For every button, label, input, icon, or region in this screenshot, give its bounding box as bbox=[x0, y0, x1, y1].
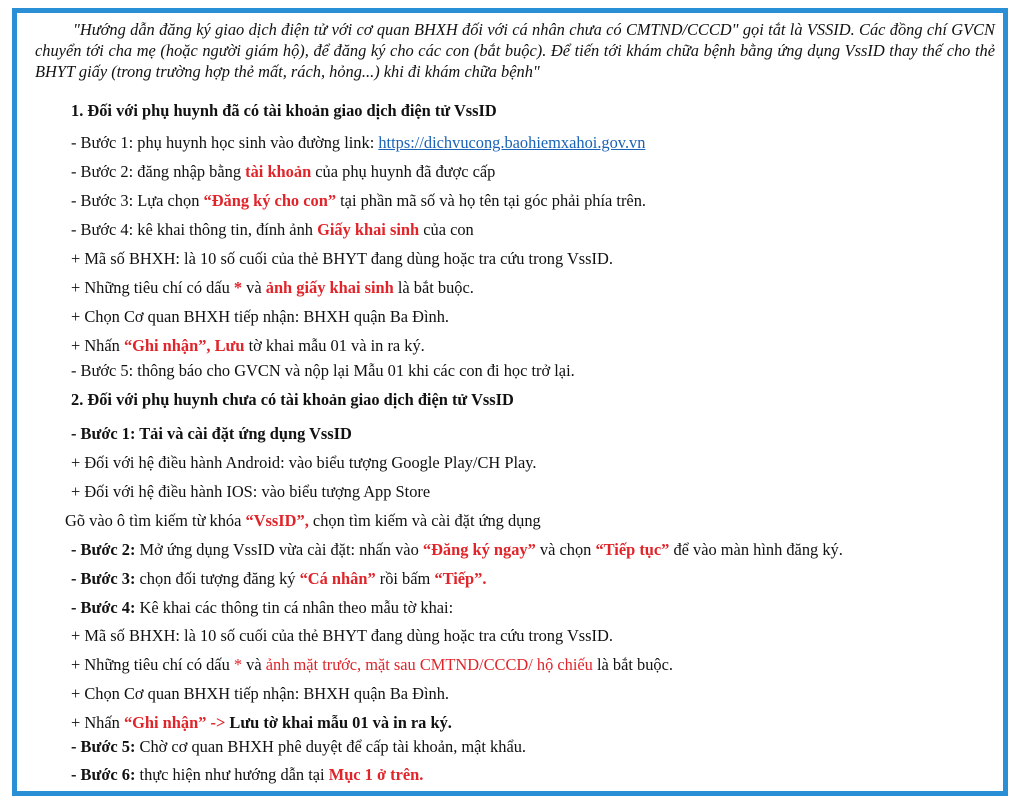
sec1-bullet-agency: + Chọn Cơ quan BHXH tiếp nhận: BHXH quận Ba Đình. bbox=[71, 307, 450, 326]
sec2-step-1: - Bước 1: Tải và cài đặt ứng dụng VssID bbox=[71, 424, 352, 443]
sec1-step-3-text: - Bước 3: Lựa chọn bbox=[71, 191, 204, 210]
step-2-label: - Bước 2: bbox=[71, 540, 136, 559]
sec1-step-5: - Bước 5: thông báo cho GVCN và nộp lại Mẫu 01 khi các con đi học trở lại. bbox=[71, 361, 575, 380]
step-2-text: Mở ứng dụng VssID vừa cài đặt: nhấn vào bbox=[135, 540, 423, 559]
sec2-ios: + Đối với hệ điều hành IOS: vào biểu tượng App Store bbox=[71, 482, 431, 501]
sec1-step-2-text-end: của phụ huynh đã được cấp bbox=[311, 162, 496, 181]
sec2-step-4 bbox=[71, 598, 453, 618]
id-photo-highlight: ảnh mặt trước, mặt sau CMTND/CCCD/ hộ chiếu bbox=[265, 655, 593, 674]
document-frame bbox=[12, 8, 1008, 796]
sec1-required-end: là bắt buộc. bbox=[393, 278, 474, 297]
sec1-bullet-required bbox=[71, 278, 474, 298]
sec2-step-3 bbox=[71, 569, 486, 589]
sec1-step-3 bbox=[71, 191, 646, 211]
step-3-press: rồi bấm bbox=[375, 569, 435, 588]
sec1-confirm-end: tờ khai mẫu 01 và in ra ký. bbox=[244, 336, 425, 355]
search-keyword-text: Gõ vào ô tìm kiếm từ khóa bbox=[65, 511, 246, 530]
intro-paragraph: "Hướng dẫn đăng ký giao dịch điện tử với cơ quan BHXH đối với cá nhân chưa có CMTND/CCCD" gọi tắt là VSSID. Các đồng chí GVCN chuyển tới cha mẹ (hoặc người giám hộ), để đăng ký cho các con (bắt buộc). Để tiến tới khám chữa bệnh bằng ứng dụng VssID thay thế cho thẻ BHYT giấy (trong trường hợp thẻ mất, rách, hỏng...) khi đi khám chữa bệnh" bbox=[35, 20, 995, 81]
register-now-highlight: “Đăng ký ngay” bbox=[422, 540, 536, 559]
sec2-bullet-required bbox=[71, 655, 673, 675]
next-highlight: “Tiếp”. bbox=[434, 569, 487, 588]
confirm-save-highlight: “Ghi nhận”, Lưu bbox=[123, 336, 245, 355]
step-2-and: và chọn bbox=[535, 540, 596, 559]
step-2-end: để vào màn hình đăng ký. bbox=[669, 540, 843, 559]
sec1-step-1 bbox=[71, 133, 645, 153]
bhxh-portal-link[interactable]: https://dichvucong.baohiemxahoi.gov.vn bbox=[378, 133, 646, 152]
sec2-bullet-agency: + Chọn Cơ quan BHXH tiếp nhận: BHXH quận Ba Đình. bbox=[71, 684, 450, 703]
save-print-text: Lưu tờ khai mẫu 01 và in ra ký. bbox=[225, 713, 452, 732]
sec2-required-end: là bắt buộc. bbox=[592, 655, 673, 674]
sec1-bullet-bhxh-code: + Mã số BHXH: là 10 số cuối của thẻ BHYT đang dùng hoặc tra cứu trong VssID. bbox=[71, 249, 613, 268]
sec1-step-4 bbox=[71, 220, 474, 240]
sec2-step-5 bbox=[71, 737, 526, 757]
confirm-arrow-highlight: “Ghi nhận” -> bbox=[123, 713, 226, 732]
sec2-search-keyword bbox=[65, 511, 541, 531]
individual-highlight: “Cá nhân” bbox=[299, 569, 376, 588]
sec1-step-2 bbox=[71, 162, 495, 182]
sec2-confirm-text: + Nhấn bbox=[71, 713, 124, 732]
sec1-required-and: và bbox=[242, 278, 266, 297]
sec2-bullet-bhxh-code: + Mã số BHXH: là 10 số cuối của thẻ BHYT đang dùng hoặc tra cứu trong VssID. bbox=[71, 626, 613, 645]
sec2-required-text: + Những tiêu chí có dấu bbox=[71, 655, 234, 674]
sec1-step-2-text: - Bước 2: đăng nhập bằng bbox=[71, 162, 246, 181]
step-5-label: - Bước 5: bbox=[71, 737, 136, 756]
account-highlight: tài khoản bbox=[245, 162, 312, 181]
sec1-step-3-text-end: tại phần mã số và họ tên tại góc phải phía trên. bbox=[336, 191, 646, 210]
continue-highlight: “Tiếp tục” bbox=[595, 540, 670, 559]
step-3-text: chọn đối tượng đăng ký bbox=[135, 569, 300, 588]
birth-certificate-photo-highlight: ảnh giấy khai sinh bbox=[265, 278, 394, 297]
sec1-confirm-text: + Nhấn bbox=[71, 336, 124, 355]
register-for-child-highlight: “Đăng ký cho con” bbox=[203, 191, 337, 210]
sec1-required-text: + Những tiêu chí có dấu bbox=[71, 278, 234, 297]
sec2-bullet-confirm bbox=[71, 713, 452, 733]
section-2-heading: 2. Đối với phụ huynh chưa có tài khoản giao dịch điện tử VssID bbox=[71, 390, 514, 409]
birth-certificate-highlight: Giấy khai sinh bbox=[317, 220, 420, 239]
sec1-bullet-confirm bbox=[71, 336, 425, 356]
sec1-step-4-text: - Bước 4: kê khai thông tin, đính ảnh bbox=[71, 220, 318, 239]
step-4-label: - Bước 4: bbox=[71, 598, 136, 617]
search-keyword-end: chọn tìm kiếm và cài đặt ứng dụng bbox=[308, 511, 541, 530]
sec1-step-4-text-end: của con bbox=[419, 220, 474, 239]
section-1-heading: 1. Đối với phụ huynh đã có tài khoản giao dịch điện tử VssID bbox=[71, 101, 497, 120]
step-6-label: - Bước 6: bbox=[71, 765, 136, 784]
sec2-required-and: và bbox=[242, 655, 266, 674]
vssid-keyword-highlight: “VssID”, bbox=[245, 511, 309, 530]
sec1-step-1-text: - Bước 1: phụ huynh học sinh vào đường link: bbox=[71, 133, 379, 152]
sec2-step-6 bbox=[71, 765, 423, 785]
section-1-reference-highlight: Mục 1 ở trên. bbox=[328, 765, 424, 784]
step-6-text: thực hiện như hướng dẫn tại bbox=[135, 765, 329, 784]
step-4-text: Kê khai các thông tin cá nhân theo mẫu tờ khai: bbox=[135, 598, 454, 617]
asterisk-mark-2: * bbox=[233, 655, 243, 674]
step-3-label: - Bước 3: bbox=[71, 569, 136, 588]
step-5-text: Chờ cơ quan BHXH phê duyệt để cấp tài khoản, mật khẩu. bbox=[135, 737, 527, 756]
sec2-android: + Đối với hệ điều hành Android: vào biểu tượng Google Play/CH Play. bbox=[71, 453, 537, 472]
sec2-step-2 bbox=[71, 540, 843, 560]
asterisk-mark: * bbox=[233, 278, 243, 297]
